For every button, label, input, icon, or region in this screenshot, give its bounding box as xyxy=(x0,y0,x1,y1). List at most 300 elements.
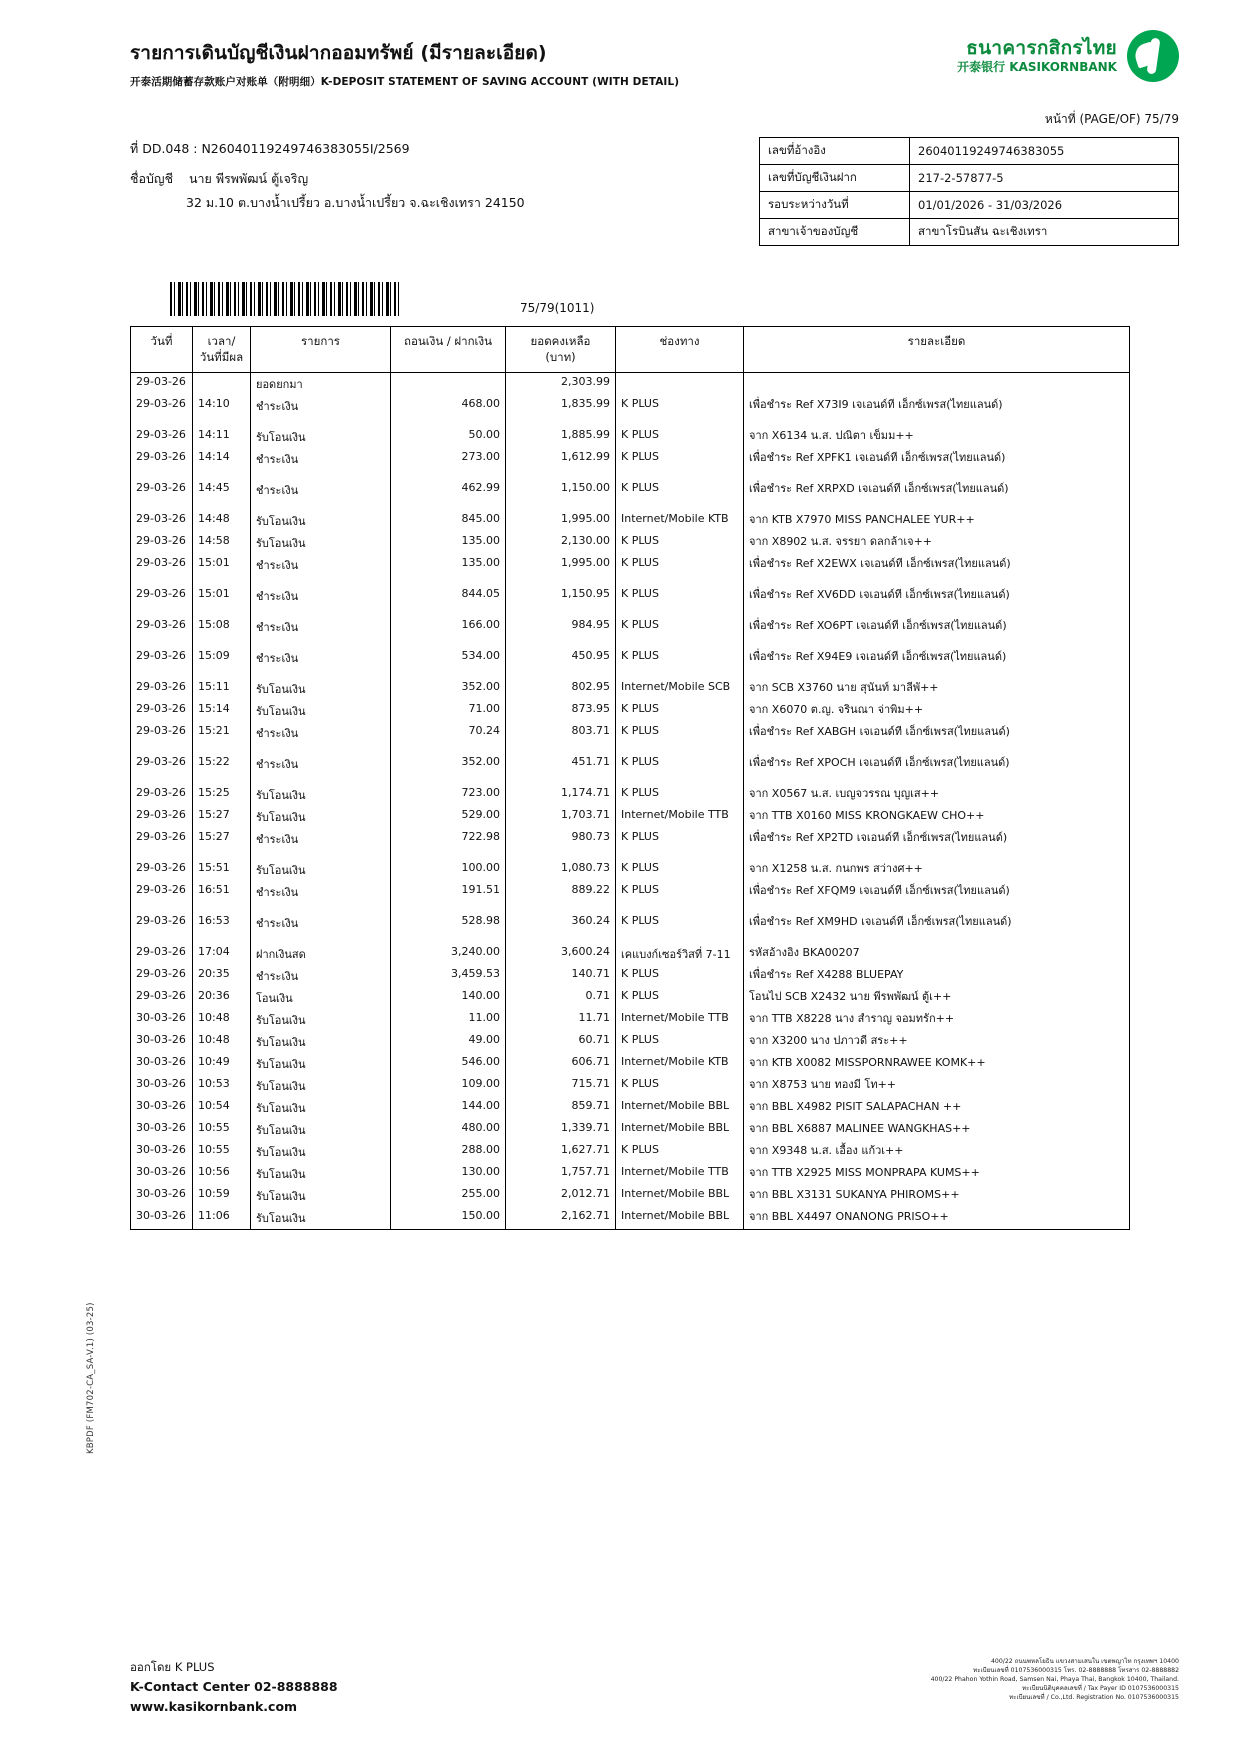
document-meta xyxy=(0,110,1239,246)
table-row xyxy=(131,722,1130,744)
spacer-cell xyxy=(131,501,193,510)
spacer-cell xyxy=(506,470,616,479)
cell-time: 20:36 xyxy=(193,987,251,1009)
cell-date: 30-03-26 xyxy=(131,1207,193,1230)
cell-amount: 468.00 xyxy=(391,395,506,417)
legal-text xyxy=(931,1658,1179,1703)
cell-amount: 166.00 xyxy=(391,616,506,638)
cell-channel: K PLUS xyxy=(616,1141,744,1163)
cell-detail: จาก BBL X4497 ONANONG PRISO++ xyxy=(744,1207,1130,1230)
cell-balance: 715.71 xyxy=(506,1075,616,1097)
cell-balance: 1,150.95 xyxy=(506,585,616,607)
table-row xyxy=(131,1185,1130,1207)
cell-date: 30-03-26 xyxy=(131,1185,193,1207)
cell-amount: 11.00 xyxy=(391,1009,506,1031)
row-spacer xyxy=(131,470,1130,479)
cell-amount: 288.00 xyxy=(391,1141,506,1163)
cell-balance: 3,600.24 xyxy=(506,943,616,965)
cell-time: 14:14 xyxy=(193,448,251,470)
cell-amount: 49.00 xyxy=(391,1031,506,1053)
spacer-cell xyxy=(391,744,506,753)
col-time-line1: เวลา/ xyxy=(207,334,236,348)
cell-description: ชำระเงิน xyxy=(251,554,391,576)
cell-detail: จาก BBL X4982 PISIT SALAPACHAN ++ xyxy=(744,1097,1130,1119)
cell-detail: จาก X6134 น.ส. ปณิตา เข็มม++ xyxy=(744,426,1130,448)
cell-description: ชำระเงิน xyxy=(251,395,391,417)
cell-detail: เพื่อชำระ Ref XABGH เจเอนด์ที เอ็กซ์เพรส(ไทยแลนด์) xyxy=(744,722,1130,744)
cell-balance: 803.71 xyxy=(506,722,616,744)
cell-channel: Internet/Mobile BBL xyxy=(616,1207,744,1230)
cell-balance: 802.95 xyxy=(506,678,616,700)
col-channel: ช่องทาง xyxy=(616,327,744,373)
spacer-cell xyxy=(391,934,506,943)
row-spacer xyxy=(131,417,1130,426)
cell-channel: K PLUS xyxy=(616,426,744,448)
table-row xyxy=(131,700,1130,722)
spacer-cell xyxy=(506,934,616,943)
spacer-cell xyxy=(251,903,391,912)
spacer-cell xyxy=(251,607,391,616)
cell-amount: 191.51 xyxy=(391,881,506,903)
cell-description: รับโอนเงิน xyxy=(251,678,391,700)
cell-description: ชำระเงิน xyxy=(251,722,391,744)
spacer-cell xyxy=(193,903,251,912)
cell-detail: เพื่อชำระ Ref XPOCH เจเอนด์ที เอ็กซ์เพรส(ไทยแลนด์) xyxy=(744,753,1130,775)
spacer-cell xyxy=(251,850,391,859)
table-row xyxy=(131,1075,1130,1097)
legal-line: ทะเบียนเลขที่ 0107536000315 โทร. 02-8888888 โทรสาร 02-8888882 xyxy=(973,1666,1179,1674)
cell-amount: 722.98 xyxy=(391,828,506,850)
cell-amount: 130.00 xyxy=(391,1163,506,1185)
cell-channel: K PLUS xyxy=(616,859,744,881)
table-row xyxy=(131,1141,1130,1163)
cell-channel: K PLUS xyxy=(616,616,744,638)
table-row xyxy=(131,1097,1130,1119)
cell-date: 29-03-26 xyxy=(131,943,193,965)
barcode-text: 75/79(1011) xyxy=(520,301,595,315)
row-spacer xyxy=(131,607,1130,616)
cell-detail: จาก X0567 น.ส. เบญจวรรณ บุญเส++ xyxy=(744,784,1130,806)
spacer-cell xyxy=(193,638,251,647)
cell-balance: 1,150.00 xyxy=(506,479,616,501)
cell-description: ยอดยกมา xyxy=(251,373,391,396)
cell-description: รับโอนเงิน xyxy=(251,700,391,722)
cell-amount: 50.00 xyxy=(391,426,506,448)
spacer-cell xyxy=(616,934,744,943)
cell-channel: K PLUS xyxy=(616,532,744,554)
cell-time: 15:25 xyxy=(193,784,251,806)
row-spacer xyxy=(131,903,1130,912)
cell-channel: เคแบงก์เซอร์วิสที่ 7-11 xyxy=(616,943,744,965)
cell-amount: 844.05 xyxy=(391,585,506,607)
cell-date: 29-03-26 xyxy=(131,647,193,669)
spacer-cell xyxy=(506,669,616,678)
cell-detail: เพื่อชำระ Ref XPFK1 เจเอนด์ที เอ็กซ์เพรส(ไทยแลนด์) xyxy=(744,448,1130,470)
legal-line: 400/22 ถนนพหลโยธิน แขวงสามเสนใน เขตพญาไท กรุงเทพฯ 10400 xyxy=(990,1657,1179,1665)
cell-channel: K PLUS xyxy=(616,448,744,470)
cell-channel: Internet/Mobile KTB xyxy=(616,1053,744,1075)
spacer-cell xyxy=(744,903,1130,912)
cell-time: 15:27 xyxy=(193,828,251,850)
spacer-cell xyxy=(131,470,193,479)
spacer-cell xyxy=(616,669,744,678)
spacer-cell xyxy=(744,775,1130,784)
cell-description: รับโอนเงิน xyxy=(251,426,391,448)
cell-balance: 606.71 xyxy=(506,1053,616,1075)
legal-line: ทะเบียนนิติบุคคลเลขที่ / Tax Payer ID 0107536000315 xyxy=(1022,1684,1179,1692)
contact-center: K-Contact Center 02-8888888 xyxy=(130,1678,338,1694)
spacer-cell xyxy=(193,417,251,426)
table-row xyxy=(131,647,1130,669)
spacer-cell xyxy=(616,903,744,912)
spacer-cell xyxy=(193,501,251,510)
cell-channel: K PLUS xyxy=(616,1075,744,1097)
cell-time: 10:48 xyxy=(193,1031,251,1053)
cell-balance: 1,995.00 xyxy=(506,554,616,576)
row-spacer xyxy=(131,669,1130,678)
spacer-cell xyxy=(193,775,251,784)
cell-time: 14:58 xyxy=(193,532,251,554)
table-row xyxy=(131,1163,1130,1185)
cell-balance: 451.71 xyxy=(506,753,616,775)
spacer-cell xyxy=(193,850,251,859)
cell-date: 29-03-26 xyxy=(131,510,193,532)
form-code: KBPDF (FM702-CA_SA-V.1) (03-25) xyxy=(86,1302,96,1454)
spacer-cell xyxy=(391,501,506,510)
table-row xyxy=(131,828,1130,850)
cell-channel: Internet/Mobile KTB xyxy=(616,510,744,532)
cell-description: ชำระเงิน xyxy=(251,479,391,501)
issued-by: ออกโดย K PLUS xyxy=(130,1659,215,1674)
account-number-label: เลขที่บัญชีเงินฝาก xyxy=(760,165,910,192)
cell-detail: จาก X6070 ต.ญ. จรินณา จ่าพิม++ xyxy=(744,700,1130,722)
cell-balance: 11.71 xyxy=(506,1009,616,1031)
table-row xyxy=(131,784,1130,806)
col-balance-line1: ยอดคงเหลือ xyxy=(530,334,591,348)
cell-balance: 1,612.99 xyxy=(506,448,616,470)
spacer-cell xyxy=(616,417,744,426)
table-row xyxy=(760,138,1179,165)
spacer-cell xyxy=(744,576,1130,585)
spacer-cell xyxy=(506,607,616,616)
cell-time xyxy=(193,373,251,396)
spacer-cell xyxy=(131,744,193,753)
period-label: รอบระหว่างวันที่ xyxy=(760,192,910,219)
cell-balance: 2,162.71 xyxy=(506,1207,616,1230)
cell-balance: 984.95 xyxy=(506,616,616,638)
cell-description: ชำระเงิน xyxy=(251,585,391,607)
spacer-cell xyxy=(193,669,251,678)
table-row xyxy=(131,448,1130,470)
cell-balance: 1,174.71 xyxy=(506,784,616,806)
row-spacer xyxy=(131,744,1130,753)
legal-line: 400/22 Phahon Yothin Road, Samsen Nai, Phaya Thai, Bangkok 10400, Thailand. xyxy=(930,1675,1179,1683)
cell-time: 14:11 xyxy=(193,426,251,448)
table-row xyxy=(760,165,1179,192)
cell-detail: จาก X8902 น.ส. จรรยา ดลกล้าเจ++ xyxy=(744,532,1130,554)
cell-amount: 480.00 xyxy=(391,1119,506,1141)
col-balance-line2: (บาท) xyxy=(545,349,576,364)
spacer-cell xyxy=(616,850,744,859)
cell-time: 17:04 xyxy=(193,943,251,965)
cell-date: 29-03-26 xyxy=(131,479,193,501)
cell-description: รับโอนเงิน xyxy=(251,784,391,806)
cell-channel: Internet/Mobile SCB xyxy=(616,678,744,700)
cell-detail: เพื่อชำระ Ref X2EWX เจเอนด์ที เอ็กซ์เพรส(ไทยแลนด์) xyxy=(744,554,1130,576)
cell-amount: 546.00 xyxy=(391,1053,506,1075)
cell-description: ชำระเงิน xyxy=(251,828,391,850)
spacer-cell xyxy=(251,417,391,426)
cell-amount: 255.00 xyxy=(391,1185,506,1207)
page-number: หน้าที่ (PAGE/OF) 75/79 xyxy=(1044,112,1179,126)
cell-detail: จาก BBL X6887 MALINEE WANGKHAS++ xyxy=(744,1119,1130,1141)
spacer-cell xyxy=(391,417,506,426)
bank-name-cn: 开泰银行 KASIKORNBANK xyxy=(957,60,1117,75)
cell-amount: 135.00 xyxy=(391,554,506,576)
spacer-cell xyxy=(506,850,616,859)
cell-channel: Internet/Mobile TTB xyxy=(616,1163,744,1185)
transaction-table xyxy=(130,326,1130,1230)
spacer-cell xyxy=(506,638,616,647)
document-number: ที่ DD.048 : N26040119249746383055I/2569 xyxy=(130,141,410,156)
cell-date: 29-03-26 xyxy=(131,753,193,775)
cell-balance: 873.95 xyxy=(506,700,616,722)
cell-detail: เพื่อชำระ Ref X73I9 เจเอนด์ที เอ็กซ์เพรส(ไทยแลนด์) xyxy=(744,395,1130,417)
cell-amount: 534.00 xyxy=(391,647,506,669)
table-row xyxy=(131,373,1130,396)
cell-description: ชำระเงิน xyxy=(251,448,391,470)
spacer-cell xyxy=(744,934,1130,943)
reference-label: เลขที่อ้างอิง xyxy=(760,138,910,165)
cell-amount: 273.00 xyxy=(391,448,506,470)
cell-description: รับโอนเงิน xyxy=(251,1031,391,1053)
cell-amount: 150.00 xyxy=(391,1207,506,1230)
cell-description: รับโอนเงิน xyxy=(251,1207,391,1230)
cell-time: 10:48 xyxy=(193,1009,251,1031)
cell-amount: 352.00 xyxy=(391,753,506,775)
cell-time: 10:56 xyxy=(193,1163,251,1185)
cell-date: 29-03-26 xyxy=(131,448,193,470)
branch-label: สาขาเจ้าของบัญชี xyxy=(760,219,910,246)
spacer-cell xyxy=(506,775,616,784)
cell-channel: K PLUS xyxy=(616,987,744,1009)
branch-value: สาขาโรบินสัน ฉะเชิงเทรา xyxy=(910,219,1179,246)
cell-channel: K PLUS xyxy=(616,753,744,775)
cell-balance: 0.71 xyxy=(506,987,616,1009)
row-spacer xyxy=(131,775,1130,784)
table-row xyxy=(131,1031,1130,1053)
spacer-cell xyxy=(193,576,251,585)
cell-channel: K PLUS xyxy=(616,881,744,903)
cell-description: รับโอนเงิน xyxy=(251,532,391,554)
spacer-cell xyxy=(193,607,251,616)
account-name-label: ชื่อบัญชี xyxy=(130,170,174,186)
spacer-cell xyxy=(391,903,506,912)
cell-channel: K PLUS xyxy=(616,912,744,934)
cell-time: 14:45 xyxy=(193,479,251,501)
cell-channel: Internet/Mobile TTB xyxy=(616,1009,744,1031)
cell-amount: 845.00 xyxy=(391,510,506,532)
spacer-cell xyxy=(616,576,744,585)
spacer-cell xyxy=(744,669,1130,678)
cell-date: 29-03-26 xyxy=(131,426,193,448)
website-link[interactable]: www.kasikornbank.com xyxy=(130,1699,298,1715)
cell-balance: 1,885.99 xyxy=(506,426,616,448)
col-time xyxy=(193,327,251,373)
cell-detail: จาก KTB X0082 MISSPORNRAWEE KOMK++ xyxy=(744,1053,1130,1075)
account-address: 32 ม.10 ต.บางน้ำเปรี้ยว อ.บางน้ำเปรี้ยว จ.ฉะเชิงเทรา 24150 xyxy=(186,194,525,210)
cell-description: รับโอนเงิน xyxy=(251,1119,391,1141)
document-footer xyxy=(0,1658,1239,1718)
cell-date: 30-03-26 xyxy=(131,1053,193,1075)
cell-channel: K PLUS xyxy=(616,1031,744,1053)
spacer-cell xyxy=(616,638,744,647)
spacer-cell xyxy=(616,775,744,784)
cell-time: 10:49 xyxy=(193,1053,251,1075)
table-row xyxy=(131,510,1130,532)
cell-detail: เพื่อชำระ Ref XRPXD เจเอนด์ที เอ็กซ์เพรส(ไทยแลนด์) xyxy=(744,479,1130,501)
cell-balance: 1,339.71 xyxy=(506,1119,616,1141)
spacer-cell xyxy=(131,638,193,647)
cell-balance: 1,995.00 xyxy=(506,510,616,532)
cell-time: 10:53 xyxy=(193,1075,251,1097)
col-detail: รายละเอียด xyxy=(744,327,1130,373)
spacer-cell xyxy=(616,501,744,510)
cell-amount: 462.99 xyxy=(391,479,506,501)
col-amount: ถอนเงิน / ฝากเงิน xyxy=(391,327,506,373)
cell-detail: เพื่อชำระ Ref XM9HD เจเอนด์ที เอ็กซ์เพรส(ไทยแลนด์) xyxy=(744,912,1130,934)
row-spacer xyxy=(131,638,1130,647)
cell-date: 29-03-26 xyxy=(131,554,193,576)
cell-date: 29-03-26 xyxy=(131,859,193,881)
table-row xyxy=(131,859,1130,881)
reference-value: 26040119249746383055 xyxy=(910,138,1179,165)
cell-date: 30-03-26 xyxy=(131,1097,193,1119)
spacer-cell xyxy=(744,638,1130,647)
spacer-cell xyxy=(251,744,391,753)
period-value: 01/01/2026 - 31/03/2026 xyxy=(910,192,1179,219)
spacer-cell xyxy=(391,775,506,784)
spacer-cell xyxy=(506,576,616,585)
cell-date: 29-03-26 xyxy=(131,987,193,1009)
cell-detail: เพื่อชำระ Ref XO6PT เจเอนด์ที เอ็กซ์เพรส(ไทยแลนด์) xyxy=(744,616,1130,638)
cell-amount xyxy=(391,373,506,396)
cell-detail: จาก X9348 น.ส. เอื้อง แก้วเ++ xyxy=(744,1141,1130,1163)
cell-channel: K PLUS xyxy=(616,395,744,417)
cell-description: รับโอนเงิน xyxy=(251,1163,391,1185)
table-row xyxy=(131,479,1130,501)
cell-balance: 2,130.00 xyxy=(506,532,616,554)
spacer-cell xyxy=(506,744,616,753)
spacer-cell xyxy=(744,417,1130,426)
table-row xyxy=(131,1207,1130,1230)
table-row xyxy=(131,585,1130,607)
account-info-table xyxy=(759,137,1179,246)
cell-channel: Internet/Mobile TTB xyxy=(616,806,744,828)
page-subtitle: 开泰活期储蓄存款账户对账单（附明细）K-DEPOSIT STATEMENT OF SAVING ACCOUNT (WITH DETAIL) xyxy=(130,76,680,88)
document-header xyxy=(0,0,1239,110)
cell-date: 29-03-26 xyxy=(131,585,193,607)
table-row xyxy=(131,912,1130,934)
cell-amount: 71.00 xyxy=(391,700,506,722)
row-spacer xyxy=(131,850,1130,859)
table-row xyxy=(760,219,1179,246)
cell-detail: โอนไป SCB X2432 นาย พีรพพัฒน์ ตู้เ++ xyxy=(744,987,1130,1009)
spacer-cell xyxy=(251,576,391,585)
cell-date: 29-03-26 xyxy=(131,532,193,554)
cell-time: 15:51 xyxy=(193,859,251,881)
cell-detail: จาก KTB X7970 MISS PANCHALEE YUR++ xyxy=(744,510,1130,532)
cell-amount: 135.00 xyxy=(391,532,506,554)
cell-detail: จาก TTB X8228 นาง สำราญ จอมทรัก++ xyxy=(744,1009,1130,1031)
spacer-cell xyxy=(251,638,391,647)
cell-date: 29-03-26 xyxy=(131,881,193,903)
table-row xyxy=(760,192,1179,219)
cell-date: 29-03-26 xyxy=(131,373,193,396)
cell-detail: เพื่อชำระ Ref XP2TD เจเอนด์ที เอ็กซ์เพรส(ไทยแลนด์) xyxy=(744,828,1130,850)
spacer-cell xyxy=(744,744,1130,753)
spacer-cell xyxy=(506,903,616,912)
col-time-line2: วันที่มีผล xyxy=(199,349,244,364)
cell-amount: 529.00 xyxy=(391,806,506,828)
cell-date: 29-03-26 xyxy=(131,722,193,744)
cell-amount: 3,459.53 xyxy=(391,965,506,987)
spacer-cell xyxy=(131,417,193,426)
spacer-cell xyxy=(131,576,193,585)
table-row xyxy=(131,395,1130,417)
cell-detail: จาก TTB X0160 MISS KRONGKAEW CHO++ xyxy=(744,806,1130,828)
spacer-cell xyxy=(744,470,1130,479)
row-spacer xyxy=(131,576,1130,585)
cell-channel: K PLUS xyxy=(616,828,744,850)
page-title: รายการเดินบัญชีเงินฝากออมทรัพย์ (มีรายละเอียด) xyxy=(130,42,547,64)
cell-description: รับโอนเงิน xyxy=(251,1185,391,1207)
cell-time: 15:14 xyxy=(193,700,251,722)
spacer-cell xyxy=(251,934,391,943)
spacer-cell xyxy=(616,607,744,616)
cell-description: ชำระเงิน xyxy=(251,965,391,987)
cell-balance: 980.73 xyxy=(506,828,616,850)
spacer-cell xyxy=(744,501,1130,510)
cell-description: รับโอนเงิน xyxy=(251,1141,391,1163)
bank-name-th: ธนาคารกสิกรไทย xyxy=(966,36,1117,59)
cell-date: 30-03-26 xyxy=(131,1163,193,1185)
table-row xyxy=(131,554,1130,576)
cell-balance: 2,303.99 xyxy=(506,373,616,396)
cell-channel: K PLUS xyxy=(616,700,744,722)
cell-date: 30-03-26 xyxy=(131,1119,193,1141)
table-row xyxy=(131,806,1130,828)
spacer-cell xyxy=(616,744,744,753)
cell-balance: 1,757.71 xyxy=(506,1163,616,1185)
spacer-cell xyxy=(251,669,391,678)
spacer-cell xyxy=(131,934,193,943)
cell-date: 30-03-26 xyxy=(131,1075,193,1097)
cell-description: ฝากเงินสด xyxy=(251,943,391,965)
table-row xyxy=(131,532,1130,554)
cell-description: รับโอนเงิน xyxy=(251,1075,391,1097)
spacer-cell xyxy=(391,576,506,585)
cell-date: 29-03-26 xyxy=(131,965,193,987)
cell-date: 30-03-26 xyxy=(131,1031,193,1053)
spacer-cell xyxy=(391,470,506,479)
cell-amount: 528.98 xyxy=(391,912,506,934)
legal-line: ทะเบียนเลขที่ / Co.,Ltd. Registration No. 0107536000315 xyxy=(1009,1693,1179,1701)
cell-channel: K PLUS xyxy=(616,784,744,806)
spacer-cell xyxy=(131,607,193,616)
table-row xyxy=(131,1053,1130,1075)
cell-time: 15:09 xyxy=(193,647,251,669)
